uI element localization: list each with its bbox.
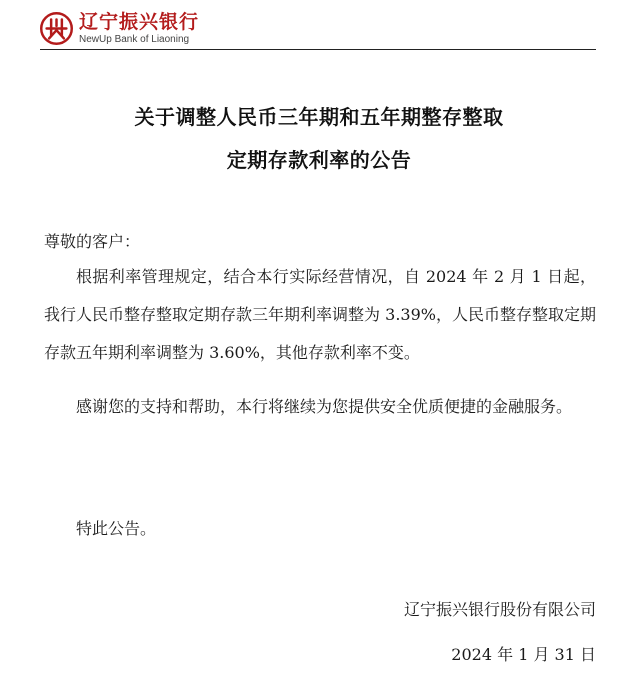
- salutation: 尊敬的客户：: [44, 232, 141, 251]
- letterhead: [40, 8, 199, 48]
- signature-date: 2024 年 1 月 31 日: [451, 645, 596, 664]
- bank-name-en: NewUp Bank of Liaoning: [79, 33, 190, 45]
- notice-title-line1: 关于调整人民币三年期和五年期整存整取: [134, 105, 504, 129]
- bank-name-cn: 辽宁振兴银行: [79, 10, 200, 33]
- notice-paragraph-rates: 根据利率管理规定，结合本行实际经营情况，自 2024 年 2 月 1 日起，我行人民币整存整取定期存款三年期利率调整为 3.39%，人民币整存整取定期存款五年期利率调整为 3.60%，其他存款利率不变。: [44, 267, 596, 362]
- header-divider: [40, 49, 596, 50]
- bank-brand: [79, 11, 199, 46]
- notice-title-line2: 定期存款利率的公告: [226, 148, 412, 172]
- bank-logo-icon: [40, 12, 73, 45]
- notice-paragraph-thanks: 感谢您的支持和帮助，本行将继续为您提供安全优质便捷的金融服务。: [76, 397, 573, 416]
- notice-closing: 特此公告。: [76, 519, 157, 538]
- signature-organization: 辽宁振兴银行股份有限公司: [403, 600, 596, 619]
